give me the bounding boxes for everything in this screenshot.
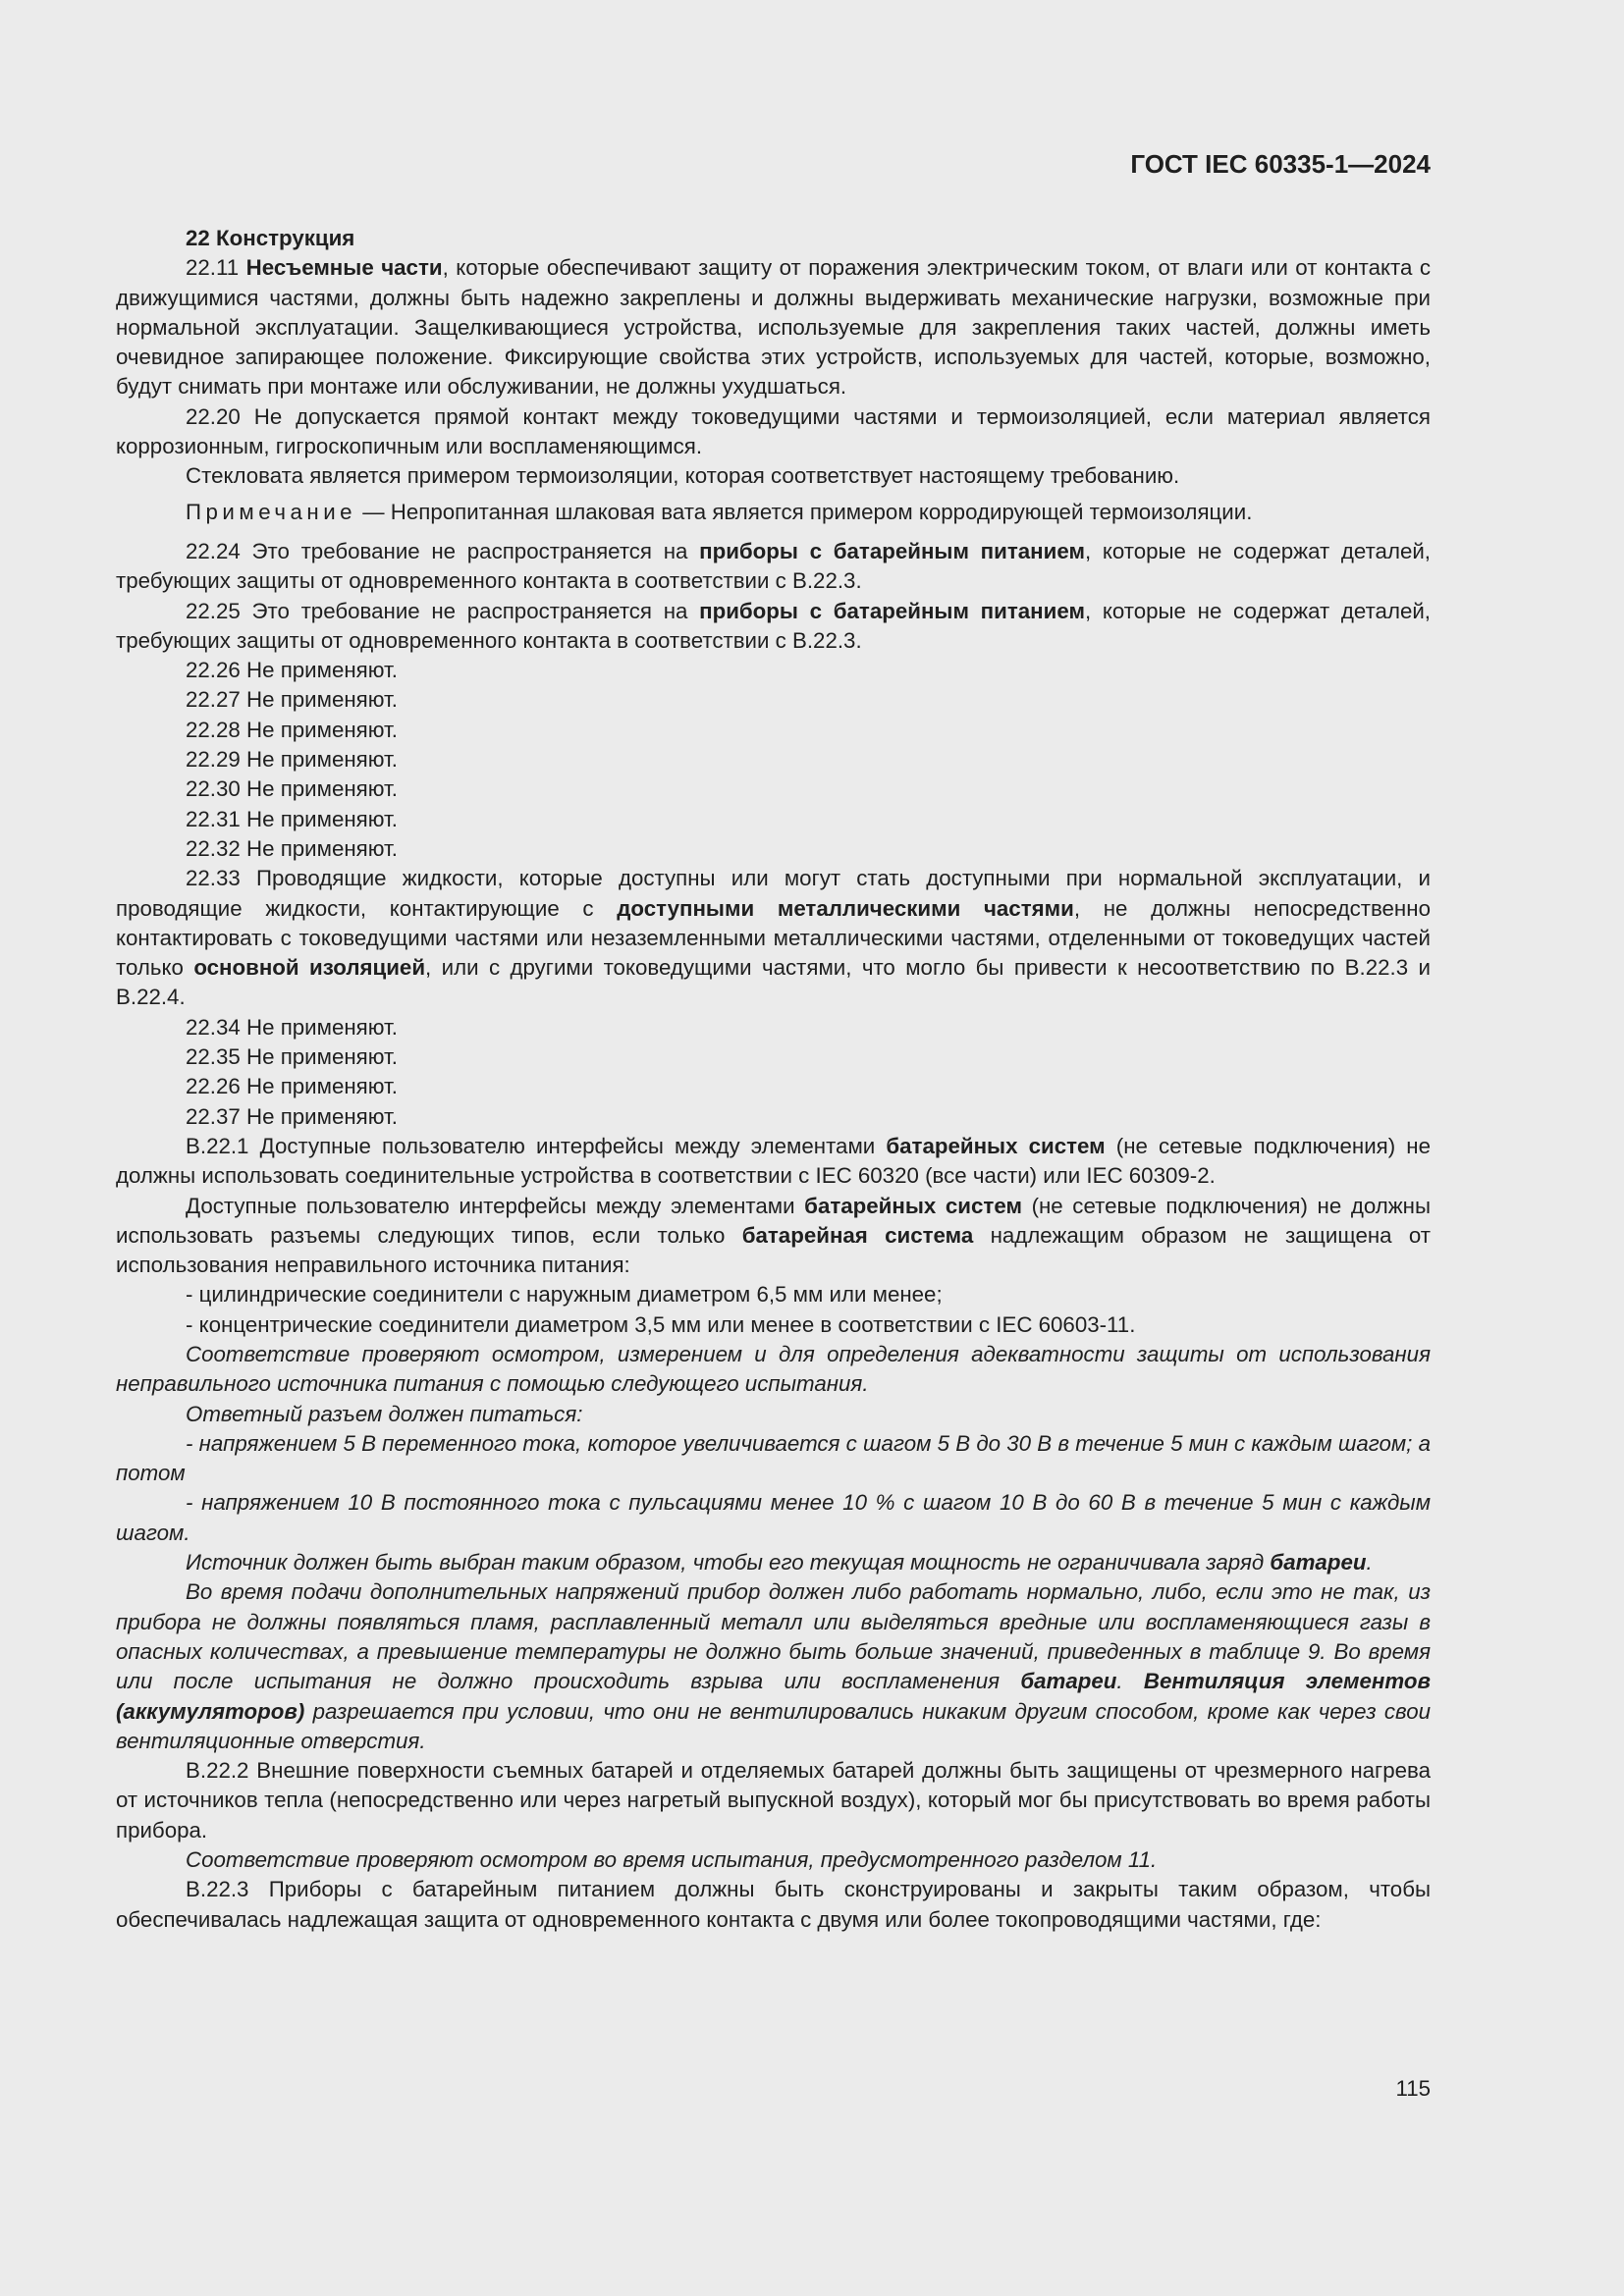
text-run: Соответствие проверяют осмотром, измерением и для определения адекватности защиты от использования неправильного источника питания с помощью следующего испытания. (116, 1341, 1431, 1397)
text-run: , не должны непосредственно контактировать с токоведущими частями или незаземленными металлическими частями, отделенными от токоведущих частей только (116, 895, 1431, 981)
bold-term: Несъемные части (245, 255, 443, 281)
section-heading (116, 224, 1431, 253)
paragraph (116, 834, 1431, 864)
paragraph (116, 253, 1431, 401)
paragraph (116, 1340, 1431, 1400)
bold-term: батареи (1020, 1669, 1117, 1694)
bold-term: батарейная система (741, 1222, 974, 1248)
text-run: 22.24 Это требование не распространяется на (186, 538, 700, 563)
paragraph (116, 1429, 1431, 1489)
text-run: - концентрические соединители диаметром 3,5 мм или менее в соответствии с IEC 60603-11. (186, 1311, 1136, 1337)
text-run: — Непропитанная шлаковая вата является примером корродирующей термоизоляции. (356, 499, 1253, 524)
paragraph (116, 1102, 1431, 1132)
text-run: Стекловата является примером термоизоляции, которая соответствует настоящему требованию. (186, 463, 1180, 489)
bold-term: Вентиляция элементов (аккумуляторов) (116, 1669, 1431, 1724)
text-run: . (1116, 1669, 1144, 1694)
text-run: 22.31 Не применяют. (186, 806, 398, 831)
text-run: 22.25 Это требование не распространяется на (186, 598, 700, 623)
paragraph (116, 402, 1431, 462)
paragraph (116, 685, 1431, 715)
bold-term: 22 Конструкция (186, 226, 355, 250)
text-run: 22.33 Проводящие жидкости, которые доступны или могут стать доступными при нормальной эксплуатации, и проводящие жидкости, контактирующие с (116, 866, 1431, 921)
paragraph (116, 1310, 1431, 1340)
bold-term: батарейных систем (804, 1193, 1022, 1218)
text-run: 22.20 Не допускается прямой контакт между токоведущими частями и термоизоляцией, если материал является коррозионным, гигроскопичным или воспламеняющимся. (116, 403, 1431, 459)
text-run: Во время подачи дополнительных напряжений прибор должен либо работать нормально, либо, если это не так, из прибора не должны появляться пламя, расплавленный металл или выделяться вредные или воспламеняющиеся газы в опасных количествах, а превышение температуры не должно быть больше значений, приведенных в таблице 9. Во время или после испытания не должно происходить взрыва или воспламенения (116, 1579, 1431, 1694)
text-run: 22.26 Не применяют. (186, 658, 398, 683)
paragraph (116, 1577, 1431, 1756)
text-run: 22.27 Не применяют. (186, 687, 398, 713)
section-22-construction-text (116, 224, 1431, 1935)
note-paragraph (116, 498, 1431, 527)
text-run: надлежащим образом не защищена от использования неправильного источника питания: (116, 1222, 1431, 1278)
text-run: , которые не содержат деталей, требующих защиты от одновременного контакта в соответствии с В.22.3. (116, 538, 1432, 594)
text-run: 22.35 Не применяют. (186, 1044, 398, 1070)
text-run: 22.30 Не применяют. (186, 776, 398, 802)
text-run: Примечание (186, 499, 357, 524)
bold-term: батарейных систем (886, 1133, 1106, 1158)
text-run: В.22.1 Доступные пользователю интерфейсы между элементами (186, 1133, 887, 1158)
text-run: разрешается при условии, что они не вентилировались никаким другим способом, кроме как через свои вентиляционные отверстия. (116, 1698, 1431, 1753)
text-run: 22.32 Не применяют. (186, 835, 398, 861)
paragraph (116, 745, 1431, 774)
text-run: - напряжением 5 В переменного тока, которое увеличивается с шагом 5 В до 30 В в течение 5 мин с каждым шагом; а потом (116, 1430, 1431, 1486)
text-run: Доступные пользователю интерфейсы между элементами (186, 1193, 805, 1218)
paragraph (116, 805, 1431, 834)
text-run: - цилиндрические соединители с наружным диаметром 6,5 мм или менее; (186, 1282, 943, 1308)
paragraph (116, 1072, 1431, 1101)
text-run: 22.34 Не применяют. (186, 1014, 398, 1040)
text-run: 22.11 (186, 255, 246, 281)
paragraph (116, 461, 1431, 491)
paragraph (116, 656, 1431, 685)
text-run: 22.37 Не применяют. (186, 1103, 398, 1129)
paragraph (116, 1548, 1431, 1577)
text-run: 22.28 Не применяют. (186, 717, 398, 742)
paragraph (116, 537, 1431, 597)
text-run: В.22.3 Приборы с батарейным питанием должны быть сконструированы и закрыты таким образом, чтобы обеспечивалась надлежащая защита от одновременного контакта с двумя или более токопроводящими частями, где: (116, 1877, 1431, 1932)
paragraph (116, 716, 1431, 745)
text-run: (не сетевые подключения) не должны использовать соединительные устройства в соответствии с IEC 60320 (все части) или IEC 60309-2. (116, 1133, 1431, 1189)
bold-term: доступными металлическими частями (617, 895, 1074, 921)
text-run: , которые обеспечивают защиту от поражения электрическим током, от влаги или от контакта с движущимися частями, должны быть надежно закреплены и должны выдерживать механические нагрузки, возможные при нормальной эксплуатации. Защелкивающиеся устройства, используемые для закрепления таких частей, должны иметь очевидное запирающее положение. Фиксирующие свойства этих устройств, используемых для частей, которые, возможно, будут снимать при монтаже или обслуживании, не должны ухудшаться. (116, 255, 1431, 400)
bold-term: приборы с батарейным питанием (699, 538, 1085, 563)
paragraph (116, 1192, 1431, 1281)
text-run: , которые не содержат деталей, требующих защиты от одновременного контакта в соответствии с В.22.3. (116, 598, 1432, 653)
text-run: - напряжением 10 В постоянного тока с пульсациями менее 10 % с шагом 10 В до 60 В в течение 5 мин с каждым шагом. (116, 1490, 1431, 1545)
paragraph (116, 774, 1431, 804)
paragraph (116, 597, 1431, 657)
text-run: Ответный разъем должен питаться: (186, 1401, 583, 1426)
paragraph (116, 864, 1431, 1012)
paragraph (116, 1756, 1431, 1845)
paragraph (116, 1132, 1431, 1192)
paragraph (116, 1042, 1431, 1072)
text-run: Соответствие проверяют осмотром во время испытания, предусмотренного разделом 11. (186, 1847, 1158, 1873)
text-run: . (1366, 1550, 1373, 1575)
text-run: (не сетевые подключения) не должны использовать разъемы следующих типов, если только (116, 1193, 1432, 1248)
text-run: В.22.2 Внешние поверхности съемных батарей и отделяемых батарей должны быть защищены от чрезмерного нагрева от источников тепла (непосредственно или через нагретый выпускной воздух), который мог бы присутствовать во время работы прибора. (116, 1758, 1431, 1842)
page-number: 115 (1395, 2076, 1431, 2101)
paragraph (116, 1488, 1431, 1548)
paragraph (116, 1875, 1431, 1935)
bold-term: батареи (1270, 1550, 1367, 1575)
bold-term: приборы с батарейным питанием (699, 598, 1085, 623)
text-run: 22.29 Не применяют. (186, 747, 398, 773)
document-code-header: ГОСТ IEC 60335-1—2024 (1130, 149, 1431, 179)
text-run: Источник должен быть выбран таким образом, чтобы его текущая мощность не ограничивала заряд (186, 1550, 1271, 1575)
bold-term: основной изоляцией (193, 955, 426, 981)
text-run: 22.26 Не применяют. (186, 1074, 398, 1099)
paragraph (116, 1845, 1431, 1875)
text-run: , или с другими токоведущими частями, что могло бы привести к несоответствию по В.22.3 и В.22.4. (116, 955, 1431, 1010)
paragraph (116, 1400, 1431, 1429)
paragraph (116, 1013, 1431, 1042)
paragraph (116, 1280, 1431, 1309)
